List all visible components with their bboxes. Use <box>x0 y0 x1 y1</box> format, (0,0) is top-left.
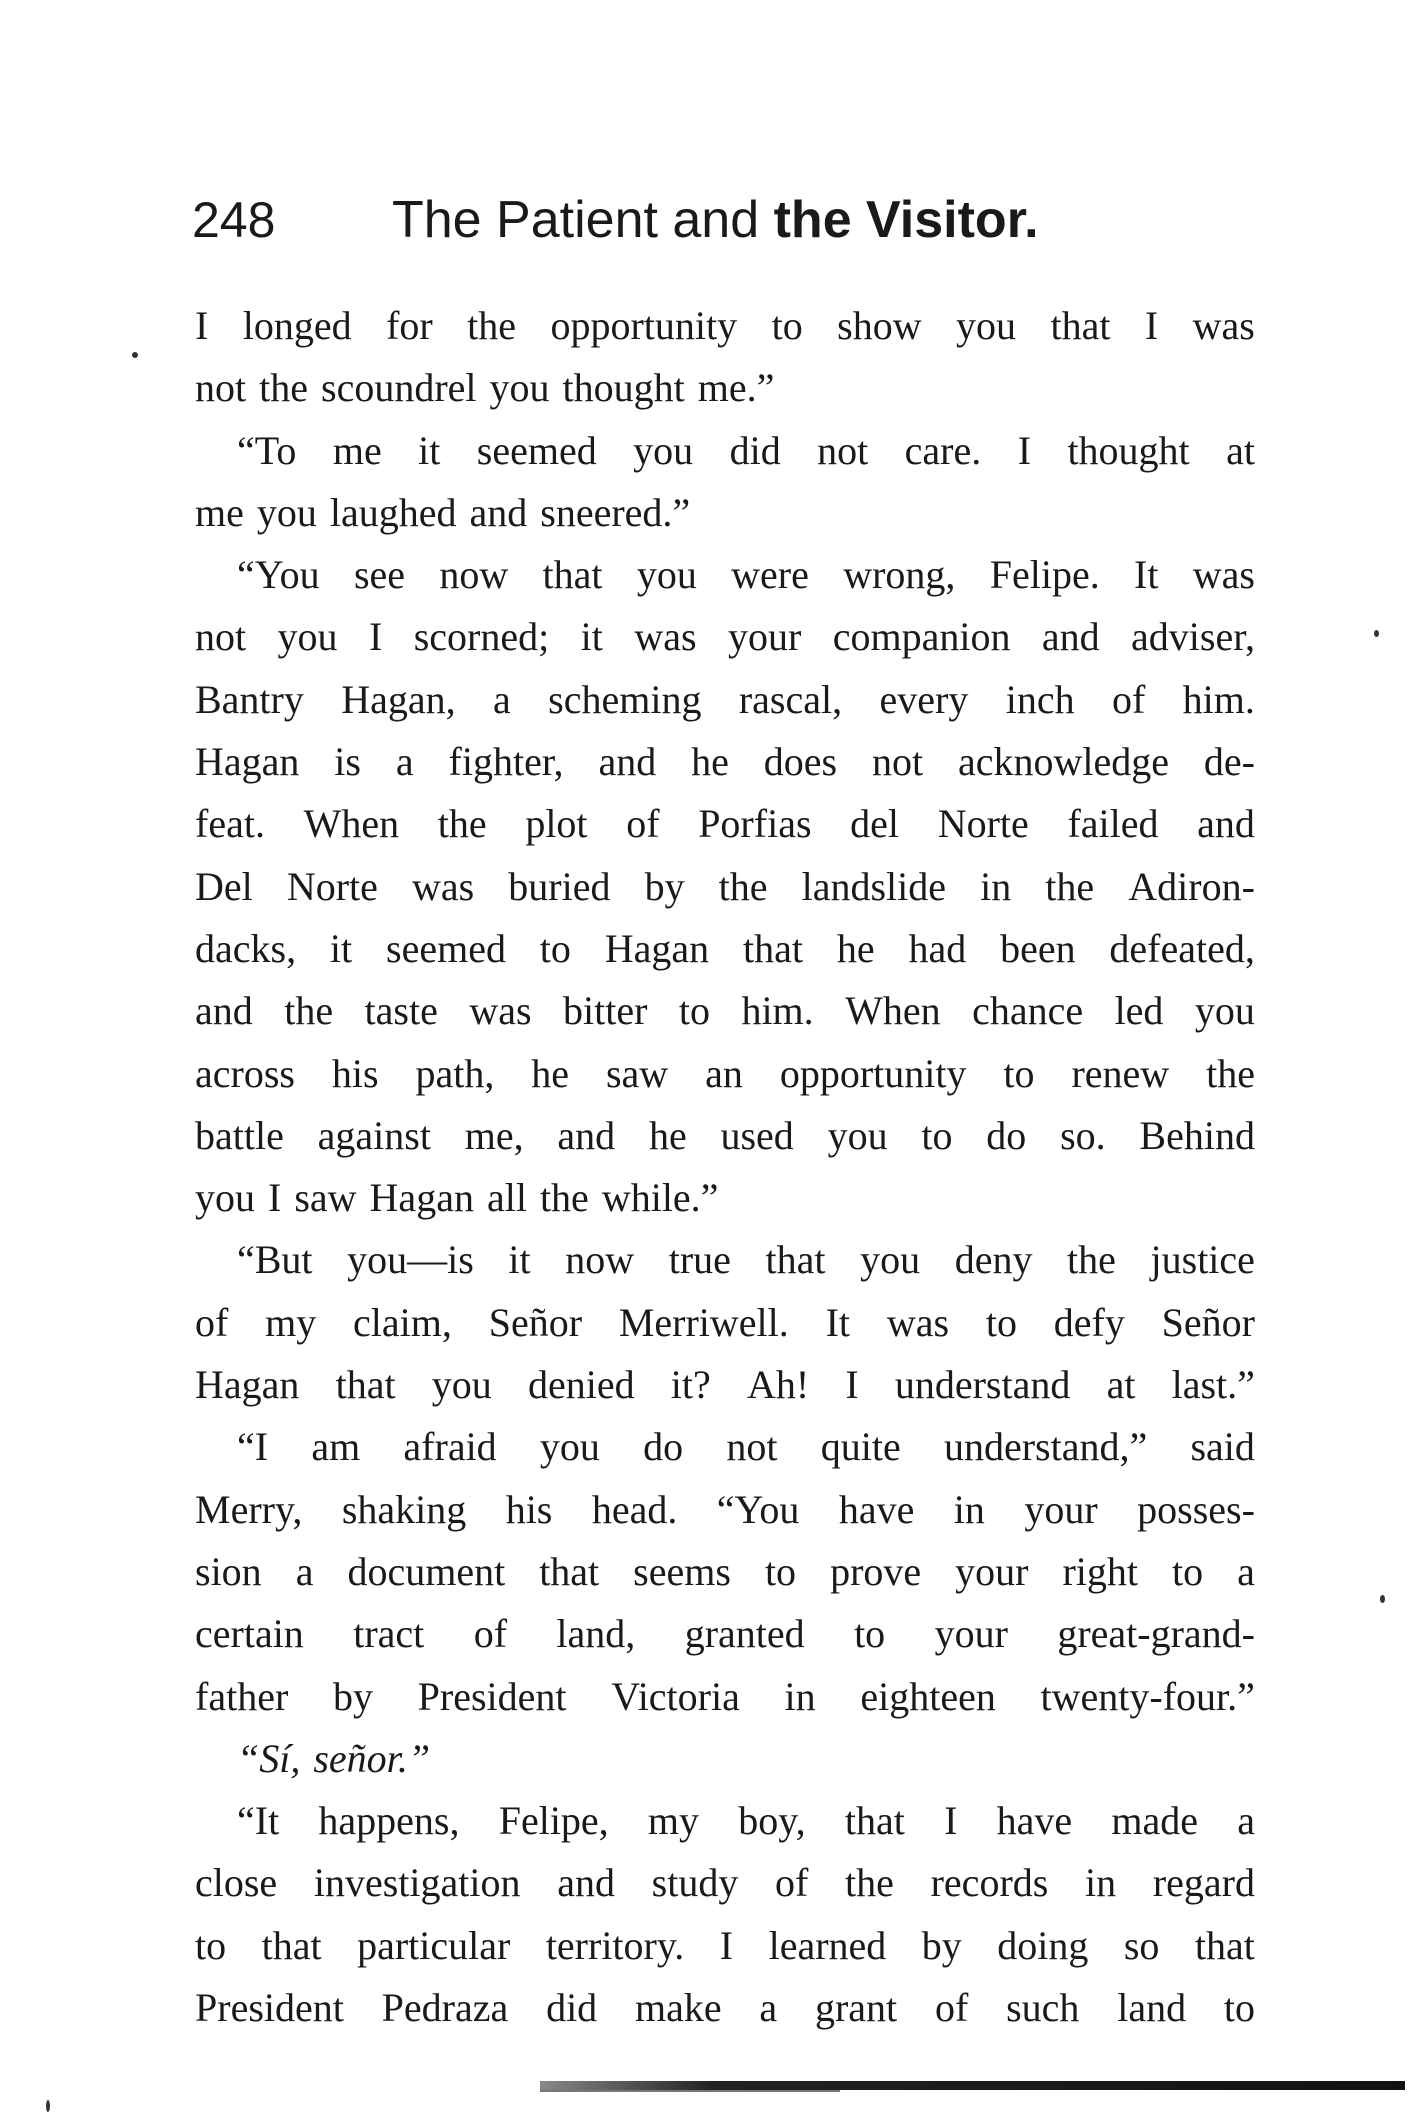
word: now <box>565 1237 635 1283</box>
word: it <box>329 925 353 971</box>
text-line <box>195 1354 1255 1416</box>
text-line <box>195 482 1255 544</box>
print-speck <box>132 352 138 358</box>
word: you <box>633 427 694 473</box>
text-line <box>195 856 1255 918</box>
word: of <box>775 1860 809 1906</box>
word: you <box>860 1237 921 1283</box>
word: the <box>539 1175 589 1221</box>
word: to <box>678 988 710 1034</box>
word: close <box>195 1860 278 1906</box>
word: him. <box>1182 676 1255 722</box>
word: show <box>837 303 922 348</box>
text-line <box>195 1666 1255 1728</box>
word: learned <box>768 1922 887 1968</box>
word: a <box>395 739 414 785</box>
word: bitter <box>562 988 648 1034</box>
word: thought <box>562 365 685 411</box>
word: investigation <box>313 1860 521 1906</box>
running-title-plain: The Patient and <box>392 191 760 249</box>
word: the <box>1206 1050 1255 1096</box>
text-line <box>195 1541 1255 1603</box>
word: to <box>1223 1985 1255 2031</box>
word: the <box>259 365 308 411</box>
word: Hagan <box>604 925 710 971</box>
word: renew <box>1071 1050 1170 1096</box>
word: Felipe. <box>989 552 1100 598</box>
word: Pedraza <box>381 1985 509 2031</box>
word: it <box>580 614 603 660</box>
word: “It <box>237 1798 280 1844</box>
word: rascal, <box>738 676 843 722</box>
word: prove <box>830 1548 922 1594</box>
word: Bantry <box>195 676 304 722</box>
word: afraid <box>403 1424 497 1470</box>
word: a <box>1237 1548 1255 1594</box>
word: and <box>1197 801 1255 847</box>
word: me.” <box>697 365 775 411</box>
text-line <box>195 1167 1255 1229</box>
word: Norte <box>286 863 378 909</box>
word: deny <box>954 1237 1033 1283</box>
word: at <box>1106 1362 1136 1408</box>
text-line <box>195 731 1255 793</box>
word: was <box>412 863 475 909</box>
word: that <box>335 1362 396 1408</box>
word: the <box>437 801 487 847</box>
word: it? <box>670 1362 711 1408</box>
word: so <box>1123 1922 1160 1968</box>
word: he <box>648 1112 687 1158</box>
word: now <box>439 552 509 598</box>
word: seemed <box>476 427 597 473</box>
word: happens, <box>318 1798 460 1844</box>
text-line <box>195 1292 1255 1354</box>
body-text <box>195 295 1255 2039</box>
word: I <box>719 1922 734 1968</box>
word: I <box>845 1362 859 1408</box>
word: is <box>334 739 361 785</box>
word: landslide <box>801 863 947 909</box>
word: was <box>886 1299 950 1345</box>
word: your <box>955 1548 1029 1594</box>
word: in <box>1085 1860 1117 1906</box>
word: you <box>277 614 338 660</box>
text-line <box>195 1105 1255 1167</box>
text-line <box>195 1043 1255 1105</box>
word: posses- <box>1137 1486 1255 1532</box>
word: see <box>353 552 406 598</box>
word: boy, <box>738 1798 806 1844</box>
word: led <box>1114 988 1164 1034</box>
word: against <box>317 1112 431 1158</box>
word: great-grand- <box>1057 1611 1255 1657</box>
word: wrong, <box>843 552 956 598</box>
word: fighter, <box>448 739 564 785</box>
word: and <box>469 489 528 535</box>
word: father <box>195 1673 289 1719</box>
word: records <box>930 1860 1049 1906</box>
word: Merry, <box>195 1486 303 1532</box>
word: it <box>508 1237 531 1283</box>
word: the <box>284 988 334 1034</box>
word: regard <box>1152 1860 1255 1906</box>
bottom-rule <box>540 2081 1405 2090</box>
text-line <box>195 544 1255 606</box>
page-number: 248 <box>192 192 276 248</box>
word: sion <box>195 1548 262 1594</box>
text-line <box>195 793 1255 855</box>
word: twenty-four.” <box>1040 1673 1255 1719</box>
word: while.” <box>601 1175 719 1221</box>
word: Hagan <box>195 1362 300 1408</box>
word: When <box>303 801 400 847</box>
word: understand,” <box>943 1424 1148 1470</box>
word: I <box>944 1798 958 1844</box>
word: of <box>1111 676 1146 722</box>
word: at <box>1226 427 1255 473</box>
word: thought <box>1067 427 1190 473</box>
word: did <box>546 1985 598 2031</box>
word: you <box>539 1424 600 1470</box>
word: of <box>934 1985 969 2031</box>
word: your <box>1024 1486 1098 1532</box>
word: of <box>626 801 660 847</box>
word: by <box>921 1922 962 1968</box>
word: laughed <box>329 489 457 535</box>
word: you—is <box>347 1237 474 1283</box>
word: tract <box>353 1611 425 1657</box>
word: When <box>845 988 941 1034</box>
word: certain <box>195 1611 304 1657</box>
word: that <box>1194 1922 1255 1968</box>
word: doing <box>997 1922 1089 1968</box>
word: feat. <box>195 801 265 847</box>
word: used <box>720 1112 794 1158</box>
word: in <box>953 1486 985 1532</box>
word: not <box>817 427 869 473</box>
word: Hagan <box>195 739 300 785</box>
word: he <box>691 739 729 785</box>
word: so. <box>1060 1112 1106 1158</box>
word: “Sí, <box>237 1735 301 1781</box>
word: claim, <box>353 1299 452 1345</box>
word: to <box>539 925 571 971</box>
word: land <box>1117 1985 1187 2031</box>
word: was <box>1192 303 1255 348</box>
word: to <box>771 303 803 348</box>
word: and <box>557 1112 616 1158</box>
word: chance <box>972 988 1084 1034</box>
word: Hagan <box>369 1175 474 1221</box>
word: said <box>1190 1424 1255 1470</box>
word: for <box>386 303 433 348</box>
word: buried <box>508 863 611 909</box>
word: his <box>505 1486 553 1532</box>
word: Adiron- <box>1128 863 1255 909</box>
word: acknowledge <box>958 739 1170 785</box>
word: that <box>765 1237 826 1283</box>
word: a <box>493 676 511 722</box>
word: Señor <box>1161 1299 1255 1345</box>
word: my <box>647 1798 700 1844</box>
word: of <box>195 1299 229 1345</box>
word: you <box>1194 988 1255 1034</box>
word: Porfias <box>698 801 812 847</box>
word: to <box>195 1922 227 1968</box>
word: “To <box>237 427 297 473</box>
word: I <box>1144 303 1159 348</box>
word: Hagan, <box>341 676 456 722</box>
word: an <box>705 1050 743 1096</box>
word: not <box>195 365 247 411</box>
word: Señor <box>488 1299 583 1345</box>
text-line <box>195 1229 1255 1291</box>
word: “I <box>237 1424 269 1470</box>
word: and <box>557 1860 615 1906</box>
word: “But <box>237 1237 313 1283</box>
word: shaking <box>341 1486 467 1532</box>
word: I <box>268 1175 282 1221</box>
word: a <box>295 1548 314 1594</box>
word: that <box>542 552 603 598</box>
running-title-bold: the Visitor. <box>773 191 1039 249</box>
text-line <box>195 980 1255 1042</box>
text-line <box>195 1416 1255 1478</box>
word: I <box>195 303 209 348</box>
word: grant <box>814 1985 898 2031</box>
word: me <box>332 427 382 473</box>
word: longed <box>242 303 352 348</box>
word: a <box>759 1985 778 2031</box>
word: Victoria <box>611 1673 740 1719</box>
word: to <box>1172 1548 1204 1594</box>
text-line <box>195 669 1255 731</box>
word: do <box>986 1112 1027 1158</box>
word: across <box>195 1050 295 1096</box>
word: not <box>726 1424 778 1470</box>
word: saw <box>294 1175 357 1221</box>
word: was <box>1192 552 1255 598</box>
word: land, <box>556 1611 636 1657</box>
word: you <box>489 365 550 411</box>
word: to <box>854 1611 886 1657</box>
word: that <box>539 1548 600 1594</box>
word: you <box>195 1175 255 1221</box>
word: I <box>368 614 383 660</box>
word: “You <box>237 552 320 598</box>
text-line <box>195 1915 1255 1977</box>
word: eighteen <box>860 1673 996 1719</box>
word: plot <box>525 801 588 847</box>
word: and <box>598 739 657 785</box>
word: to <box>764 1548 797 1594</box>
running-title <box>392 190 1039 250</box>
word: study <box>651 1860 739 1906</box>
word: saw <box>605 1050 669 1096</box>
word: denied <box>527 1362 635 1408</box>
word: been <box>1000 925 1076 971</box>
word: sneered.” <box>540 489 691 535</box>
word: had <box>908 925 967 971</box>
text-line <box>195 1479 1255 1541</box>
word: territory. <box>545 1922 685 1968</box>
word: your <box>727 614 802 660</box>
word: you <box>256 489 317 535</box>
word: that <box>743 925 803 971</box>
word: It <box>825 1299 851 1345</box>
word: that <box>844 1798 905 1844</box>
word: Norte <box>937 801 1029 847</box>
word: understand <box>894 1362 1071 1408</box>
word: document <box>347 1548 506 1594</box>
word: care. <box>904 427 982 473</box>
word: you <box>431 1362 492 1408</box>
word: “You <box>716 1486 800 1532</box>
word: not <box>195 614 247 660</box>
word: señor.” <box>313 1735 431 1781</box>
word: the <box>467 303 517 348</box>
text-line <box>195 420 1255 482</box>
word: opportunity <box>550 303 738 348</box>
word: you <box>956 303 1017 348</box>
text-line <box>195 295 1255 357</box>
word: my <box>265 1299 317 1345</box>
word: Merriwell. <box>618 1299 789 1345</box>
word: quite <box>820 1424 901 1470</box>
word: President <box>417 1673 567 1719</box>
word: that <box>261 1922 322 1968</box>
word: seemed <box>386 925 506 971</box>
bottom-rule-shadow <box>540 2090 840 2092</box>
text-line <box>195 918 1255 980</box>
word: defeated, <box>1109 925 1255 971</box>
word: did <box>729 427 781 473</box>
word: to <box>985 1299 1017 1345</box>
word: were <box>731 552 809 598</box>
word: It <box>1134 552 1159 598</box>
word: by <box>644 863 685 909</box>
word: granted <box>684 1611 805 1657</box>
word: particular <box>357 1922 511 1968</box>
word: and <box>1041 614 1100 660</box>
word: that <box>1050 303 1111 348</box>
word: head. <box>591 1486 678 1532</box>
word: of <box>473 1611 508 1657</box>
word: him. <box>741 988 814 1034</box>
word: your <box>934 1611 1008 1657</box>
word: defy <box>1053 1299 1125 1345</box>
word: in <box>980 863 1012 909</box>
word: de- <box>1203 739 1255 785</box>
word: to <box>921 1112 953 1158</box>
word: have <box>838 1486 915 1532</box>
text-line <box>195 1603 1255 1665</box>
word: he <box>836 925 875 971</box>
word: scheming <box>548 676 702 722</box>
word: path, <box>415 1050 495 1096</box>
text-line <box>195 357 1255 419</box>
word: scorned; <box>413 614 550 660</box>
word: failed <box>1067 801 1159 847</box>
word: his <box>331 1050 379 1096</box>
word: adviser, <box>1131 614 1255 660</box>
word: companion <box>832 614 1011 660</box>
word: me <box>195 489 244 535</box>
word: such <box>1006 1985 1080 2031</box>
word: was <box>634 614 697 660</box>
word: have <box>996 1798 1073 1844</box>
text-line <box>195 1790 1255 1852</box>
word: last.” <box>1171 1362 1255 1408</box>
word: I <box>1017 427 1032 473</box>
word: the <box>718 863 768 909</box>
word: true <box>668 1237 731 1283</box>
text-line <box>195 1977 1255 2039</box>
word: make <box>634 1985 722 2031</box>
word: and <box>195 988 253 1034</box>
word: Ah! <box>746 1362 810 1408</box>
word: does <box>763 739 838 785</box>
word: every <box>879 676 969 722</box>
word: President <box>195 1985 344 2031</box>
text-line <box>195 1852 1255 1914</box>
word: the <box>1045 863 1095 909</box>
word: made <box>1111 1798 1198 1844</box>
word: was <box>469 988 532 1034</box>
print-speck <box>1380 1595 1385 1603</box>
word: in <box>784 1673 816 1719</box>
word: by <box>332 1673 373 1719</box>
word: do <box>643 1424 684 1470</box>
text-line <box>195 606 1255 668</box>
word: me, <box>464 1112 524 1158</box>
word: the <box>1067 1237 1116 1283</box>
text-line <box>195 1728 1255 1790</box>
word: to <box>1003 1050 1035 1096</box>
print-speck <box>1374 630 1379 637</box>
word: not <box>871 739 924 785</box>
word: justice <box>1150 1237 1255 1283</box>
word: you <box>636 552 697 598</box>
word: all <box>486 1175 527 1221</box>
word: you <box>827 1112 888 1158</box>
running-head <box>192 190 1272 260</box>
word: he <box>531 1050 570 1096</box>
word: Felipe, <box>498 1798 609 1844</box>
word: opportunity <box>779 1050 967 1096</box>
word: am <box>311 1424 361 1470</box>
word: del <box>850 801 900 847</box>
word: Del <box>195 863 253 909</box>
word: scoundrel <box>321 365 477 411</box>
word: the <box>845 1860 894 1906</box>
print-speck <box>46 2100 50 2112</box>
word: dacks, <box>195 925 297 971</box>
word: taste <box>364 988 438 1034</box>
word: seems <box>633 1548 731 1594</box>
word: a <box>1237 1798 1255 1844</box>
word: it <box>418 427 441 473</box>
word: battle <box>195 1112 284 1158</box>
word: right <box>1062 1548 1139 1594</box>
word: Behind <box>1139 1112 1255 1158</box>
word: inch <box>1005 676 1075 722</box>
